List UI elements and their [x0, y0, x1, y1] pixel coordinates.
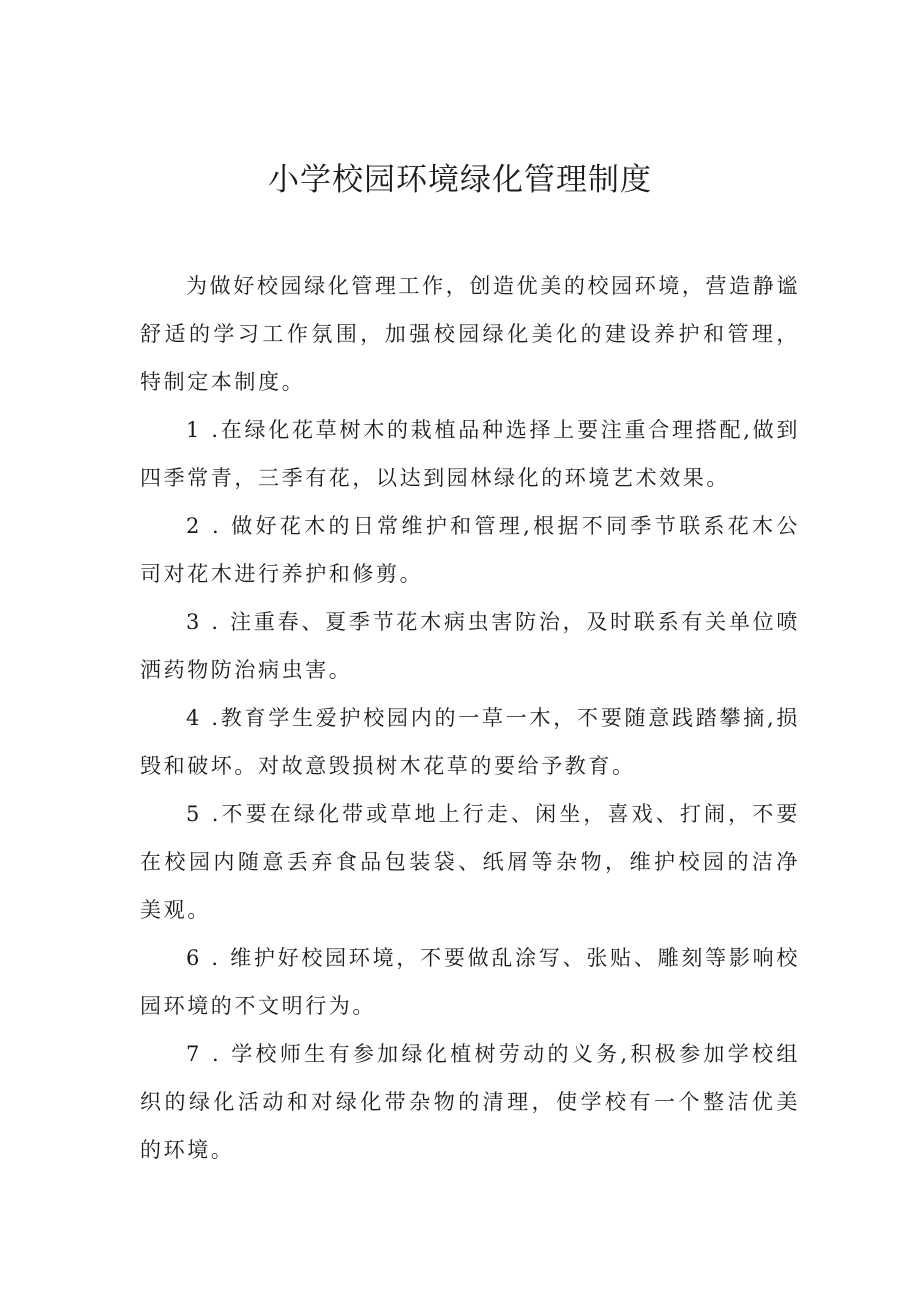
document-title: 小学校园环境绿化管理制度: [268, 162, 652, 198]
document-body: [140, 262, 800, 1174]
intro-paragraph: 为做好校园绿化管理工作，创造优美的校园环境，营造静谧舒适的学习工作氛围，加强校园绿化美化的建设养护和管理，特制定本制度。: [140, 274, 800, 394]
rule-6-paragraph: 6 . 维护好校园环境，不要做乱涂写、张贴、雕刻等影响校园环境的不文明行为。: [140, 946, 800, 1018]
rule-7-paragraph: 7 . 学校师生有参加绿化植树劳动的义务,积极参加学校组织的绿化活动和对绿化带杂物的清理，使学校有一个整洁优美的环境。: [140, 1042, 800, 1162]
rule-4-paragraph: 4 .教育学生爱护校园内的一草一木，不要随意践踏攀摘,损毁和破坏。对故意毁损树木花草的要给予教育。: [140, 706, 800, 778]
rule-2-paragraph: 2 . 做好花木的日常维护和管理,根据不同季节联系花木公司对花木进行养护和修剪。: [140, 514, 800, 586]
rule-3-paragraph: 3 . 注重春、夏季节花木病虫害防治，及时联系有关单位喷洒药物防治病虫害。: [140, 610, 800, 682]
rule-5-paragraph: 5 .不要在绿化带或草地上行走、闲坐，喜戏、打闹，不要在校园内随意丢弃食品包装袋、纸屑等杂物，维护校园的洁净美观。: [140, 802, 800, 922]
rule-1-paragraph: 1 .在绿化花草树木的栽植品种选择上要注重合理搭配,做到四季常青，三季有花，以达到园林绿化的环境艺术效果。: [140, 418, 800, 490]
